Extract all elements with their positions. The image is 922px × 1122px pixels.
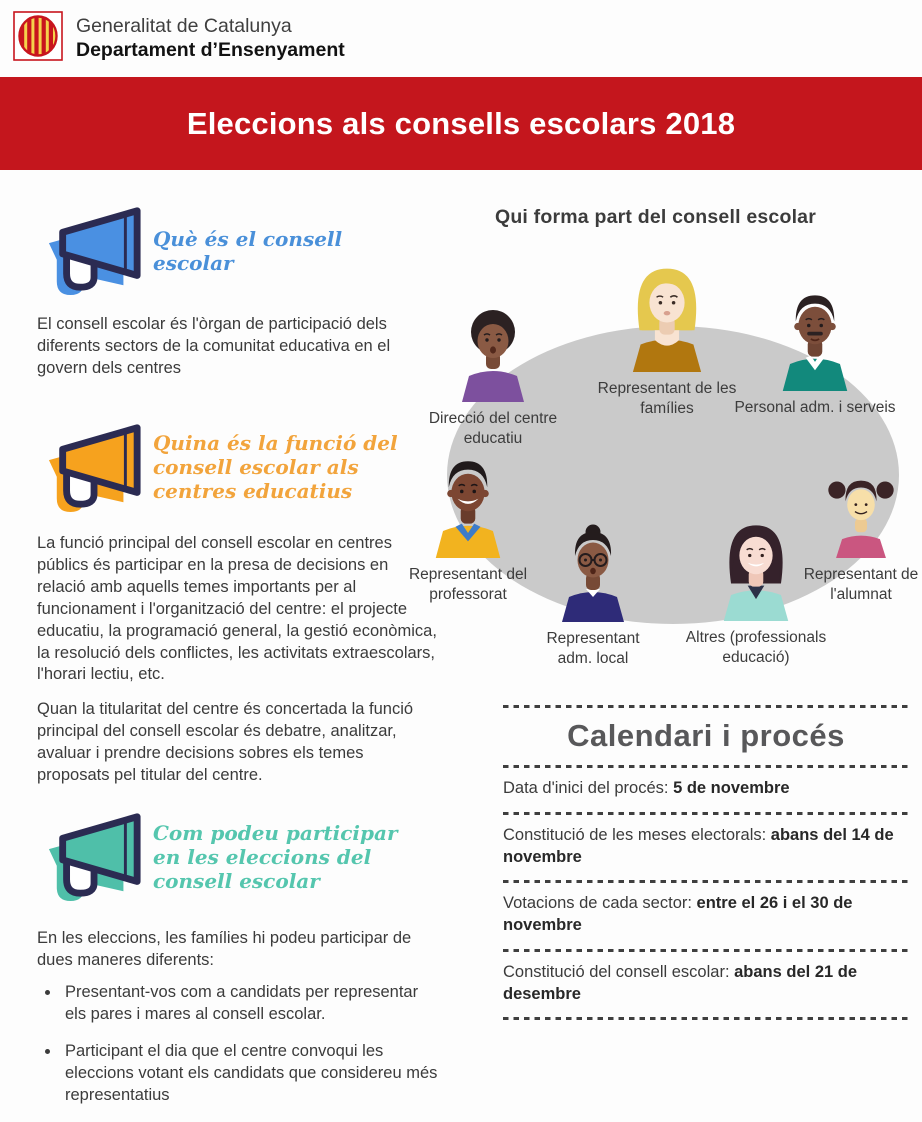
avatar-personal — [763, 287, 867, 396]
calendar-label: Data d'inici del procés: — [503, 779, 669, 797]
member-label: Representant de les famílies — [597, 380, 737, 417]
avatar-families — [611, 262, 723, 377]
calendar-value: abans del 21 de desembre — [503, 962, 858, 1003]
paragraph-function-1: La funció principal del consell escolar en centres públics és participar en la presa de decisions en relació amb aquells temes importants per al funcionament i l'organització del centre: el projecte educatiu, la programació general, la gestió econòmica, la resolució dels conflictes, les activitats extraescolars, l'horari lectiu, etc. — [37, 533, 437, 684]
title-banner — [0, 77, 922, 170]
calendar-value: abans del 14 de novembre — [503, 825, 894, 866]
dept-name: Departament d’Ensenyament — [76, 38, 345, 61]
section-heading-function: Quina és la funció del consell escolar als centres educatius — [153, 431, 398, 504]
calendar-label: Votacions de cada sector: — [503, 894, 692, 913]
avatar-adm-local — [543, 522, 643, 627]
megaphone-orange-icon — [37, 416, 153, 519]
list-item: • Participant el dia que el centre convoqui les eleccions votant els candidats que considereu més representatius — [61, 1041, 439, 1107]
page-title: Eleccions als consells escolars 2018 — [186, 105, 736, 141]
megaphone-teal-icon — [37, 805, 153, 908]
council-scene — [408, 229, 922, 699]
calendar-label: Constitució del consell escolar: — [503, 962, 730, 981]
org-name: Generalitat de Catalunya — [76, 15, 292, 37]
calendar-title: Calendari i procés — [567, 718, 845, 753]
calendar-label: Constitució de les meses electorals: — [503, 825, 767, 844]
calendar-row — [503, 815, 909, 881]
section-heading-participate: Com podeu participar en les eleccions del consell escolar — [153, 820, 398, 893]
member-families — [587, 262, 747, 418]
list-item: • Presentant-vos com a candidats per representar els pares i mares al consell escolar. — [61, 982, 439, 1026]
member-adm-local — [533, 522, 653, 668]
info-column — [37, 199, 439, 1122]
member-label: Representant del professorat — [408, 566, 528, 603]
main-content — [0, 170, 922, 1122]
dashed-divider — [503, 705, 909, 708]
member-personal — [725, 287, 905, 418]
dashed-divider — [503, 1017, 909, 1020]
member-alumnat — [791, 472, 922, 604]
section-function — [37, 416, 439, 519]
participation-list — [37, 982, 439, 1107]
generalitat-logo-icon — [13, 11, 63, 66]
calendar-row — [503, 768, 909, 812]
member-label: Representant adm. local — [546, 630, 640, 667]
member-label: Direcció del centre educatiu — [428, 410, 558, 447]
calendar-section — [503, 705, 909, 1020]
member-direccio — [413, 302, 573, 448]
brand-text — [76, 11, 345, 63]
member-label: Altres (professionals educació) — [685, 629, 827, 666]
calendar-row — [503, 883, 909, 949]
member-professorat — [388, 454, 548, 604]
paragraph-participate: En les eleccions, les famílies hi podeu participar de dues maneres diferents: — [37, 929, 412, 970]
calendar-row — [503, 952, 909, 1018]
section-heading-what-is: Què és el consell escolar — [153, 226, 343, 275]
member-label: Personal adm. i serveis — [734, 399, 896, 416]
avatar-alumnat — [817, 472, 905, 563]
paragraph-what-is: El consell escolar és l'òrgan de participació dels diferents sectors de la comunitat educativa en el govern dels centres — [37, 315, 391, 377]
council-column — [408, 199, 922, 1122]
section-what-is — [37, 199, 439, 302]
calendar-value: entre el 26 i el 30 de novembre — [503, 894, 853, 935]
council-title: Qui forma part del consell escolar — [494, 206, 817, 228]
calendar-value: 5 de novembre — [673, 779, 790, 797]
avatar-professorat — [416, 454, 520, 563]
avatar-direccio — [441, 302, 545, 407]
megaphone-blue-icon — [37, 199, 153, 302]
section-participate — [37, 805, 439, 908]
member-label: Representant de l'alumnat — [803, 566, 919, 603]
brand-header — [0, 0, 922, 77]
paragraph-function-2: Quan la titularitat del centre és concertada la funció principal del consell escolar és debatre, analitzar, avaluar i prendre decisions sobres els temes proposats pel titular del centre. — [37, 700, 414, 785]
